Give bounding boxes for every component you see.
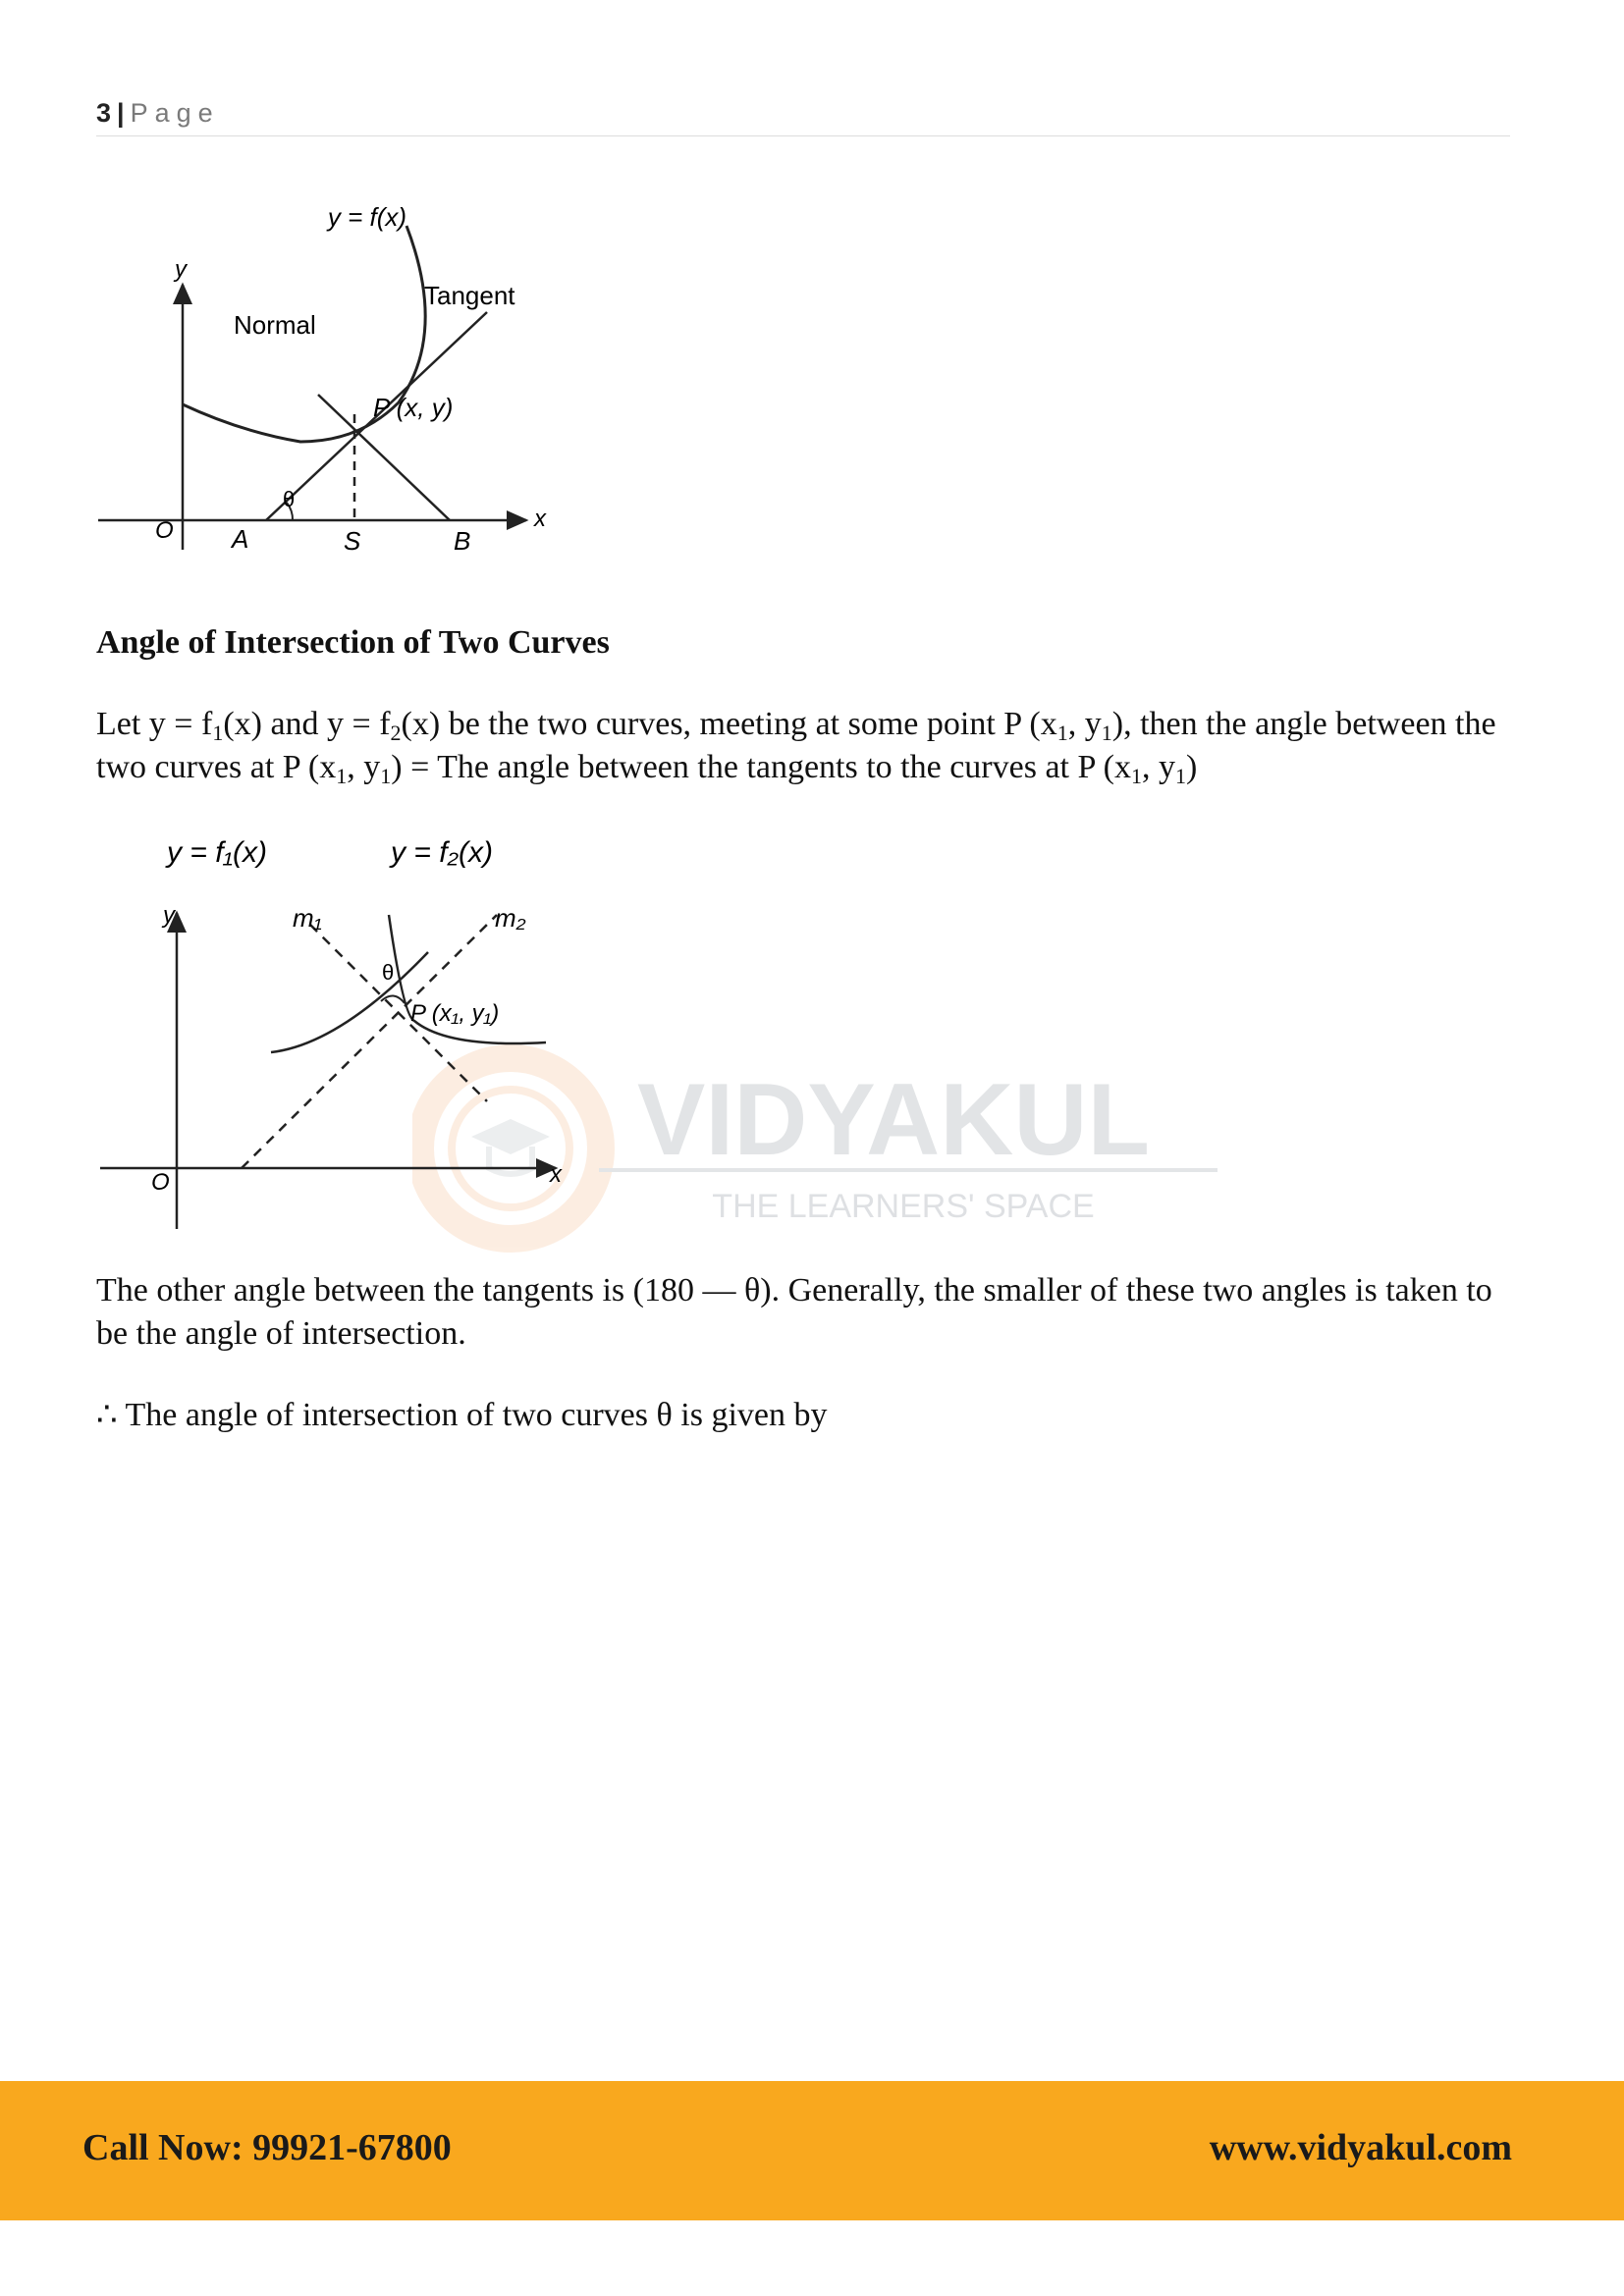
y-axis-label: y [175, 256, 187, 283]
page-number: 3 [96, 98, 112, 128]
curve1-label: y = f₁(x) [167, 836, 267, 869]
normal-label: Normal [234, 310, 316, 340]
paragraph-other-angle: The other angle between the tangents is (180 — θ). Generally, the smaller of these two angles is taken to be the angle of intersection. [96, 1272, 1492, 1352]
point-label: P (x, y) [373, 393, 454, 422]
angle-label: θ [283, 487, 296, 511]
theta-arc [381, 995, 405, 1003]
tangent-normal-diagram [94, 196, 595, 560]
curve2-label: y = f₂(x) [391, 836, 493, 869]
section-heading: Angle of Intersection of Two Curves [96, 624, 610, 661]
x-axis-label: x [534, 506, 546, 532]
watermark-tagline: THE LEARNERS' SPACE [712, 1188, 1095, 1225]
tangent-label: Tangent [424, 281, 515, 310]
origin-label: O [155, 517, 174, 544]
origin-label: O [151, 1169, 170, 1196]
paragraph-therefore: ∴ The angle of intersection of two curves θ is given by [96, 1397, 828, 1433]
x-axis-label: x [550, 1161, 562, 1188]
point-label: P (x₁, y₁) [410, 1000, 500, 1027]
point-a-label: A [232, 524, 249, 554]
m1-label: m₁ [293, 903, 322, 933]
y-axis-label: y [163, 902, 175, 929]
point-b-label: B [454, 526, 471, 556]
page-word: Page [130, 98, 220, 128]
call-now-text: Call Now: 99921-67800 [82, 2127, 452, 2168]
curve-label: y = f(x) [327, 202, 407, 232]
header-separator: | [117, 98, 125, 128]
website-link[interactable]: www.vidyakul.com [1209, 2127, 1512, 2168]
footer-banner [0, 2081, 1624, 2220]
point-s-label: S [344, 526, 361, 556]
theta-label: θ [382, 960, 395, 985]
tangent-m2 [242, 915, 500, 1168]
intersection-diagram [94, 825, 585, 1247]
watermark-brand: VIDYAKUL [636, 1063, 1151, 1177]
m2-label: m₂ [495, 903, 526, 933]
paragraph-intersection-definition: Let $y = f_1(x)$ and $y = f_2(x)$ be the two curves, meeting at some point P ($x_1$, $y_1$), then the angle between the two curves at P ($x_1$, $y_1$) = The angle between the tangents to the curves at P ($x_1$, $y_1$) [96, 706, 1496, 788]
page-header [96, 98, 1510, 136]
